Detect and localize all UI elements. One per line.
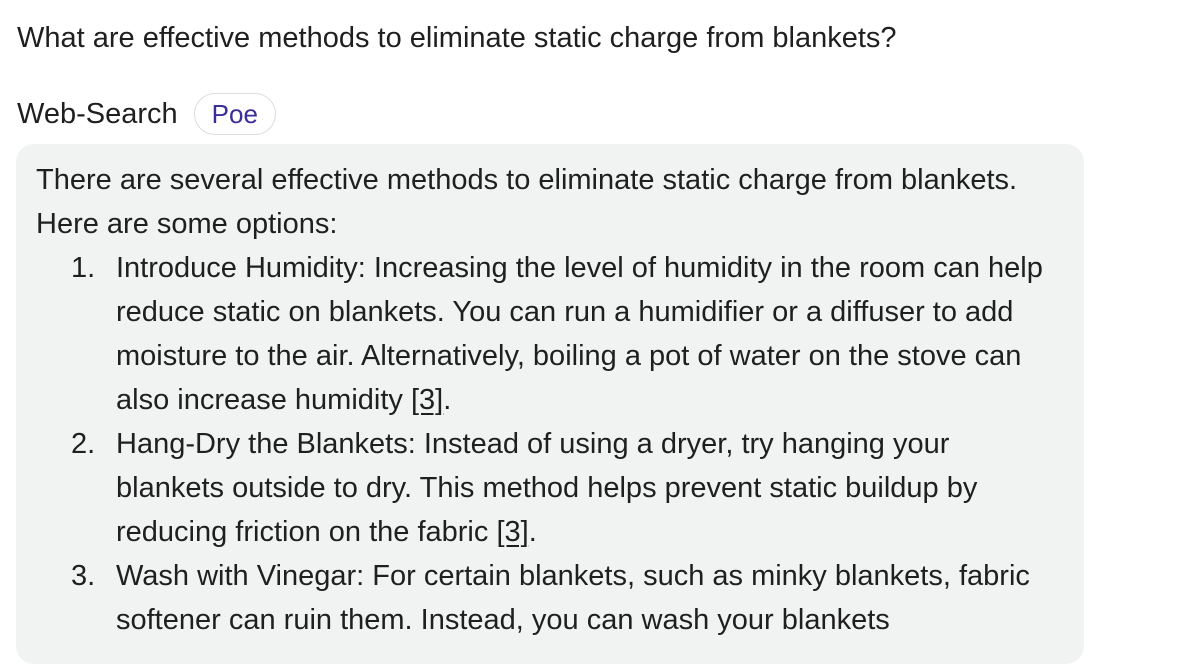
- answer-intro: There are several effective methods to eliminate static charge from blankets. Here are some options:: [36, 164, 1018, 240]
- list-item-text: Wash with Vinegar: For certain blankets, such as minky blankets, fabric softener can ruin them. Instead, you can wash your blankets: [116, 560, 1030, 636]
- list-item-text: Hang-Dry the Blankets: Instead of using a dryer, try hanging your blankets outside to dry. This method helps prevent static buildup by reducing friction on the fabric: [116, 428, 978, 548]
- bot-provider-badge[interactable]: Poe: [194, 93, 276, 135]
- user-question: What are effective methods to eliminate static charge from blankets?: [17, 22, 897, 54]
- citation-link[interactable]: [3]: [410, 384, 444, 416]
- list-item: [71, 422, 1056, 554]
- list-number: 3.: [71, 560, 96, 592]
- list-item-punctuation: .: [528, 516, 537, 548]
- bot-header: [17, 92, 276, 136]
- list-item-punctuation: .: [443, 384, 452, 416]
- list-number: 1.: [71, 252, 96, 284]
- list-item: [71, 554, 1056, 642]
- list-item-text: Introduce Humidity: Increasing the level of humidity in the room can help reduce static on blankets. You can run a humidifier or a diffuser to add moisture to the air. Alternatively, boiling a pot of water on the stove can also increase humidity: [116, 252, 1043, 416]
- list-number: 2.: [71, 428, 96, 460]
- list-item: [71, 246, 1056, 422]
- answer-list: [36, 246, 1084, 642]
- citation-link[interactable]: [3]: [496, 516, 529, 548]
- bot-name[interactable]: Web-Search: [17, 98, 178, 130]
- answer-bubble: [16, 144, 1084, 664]
